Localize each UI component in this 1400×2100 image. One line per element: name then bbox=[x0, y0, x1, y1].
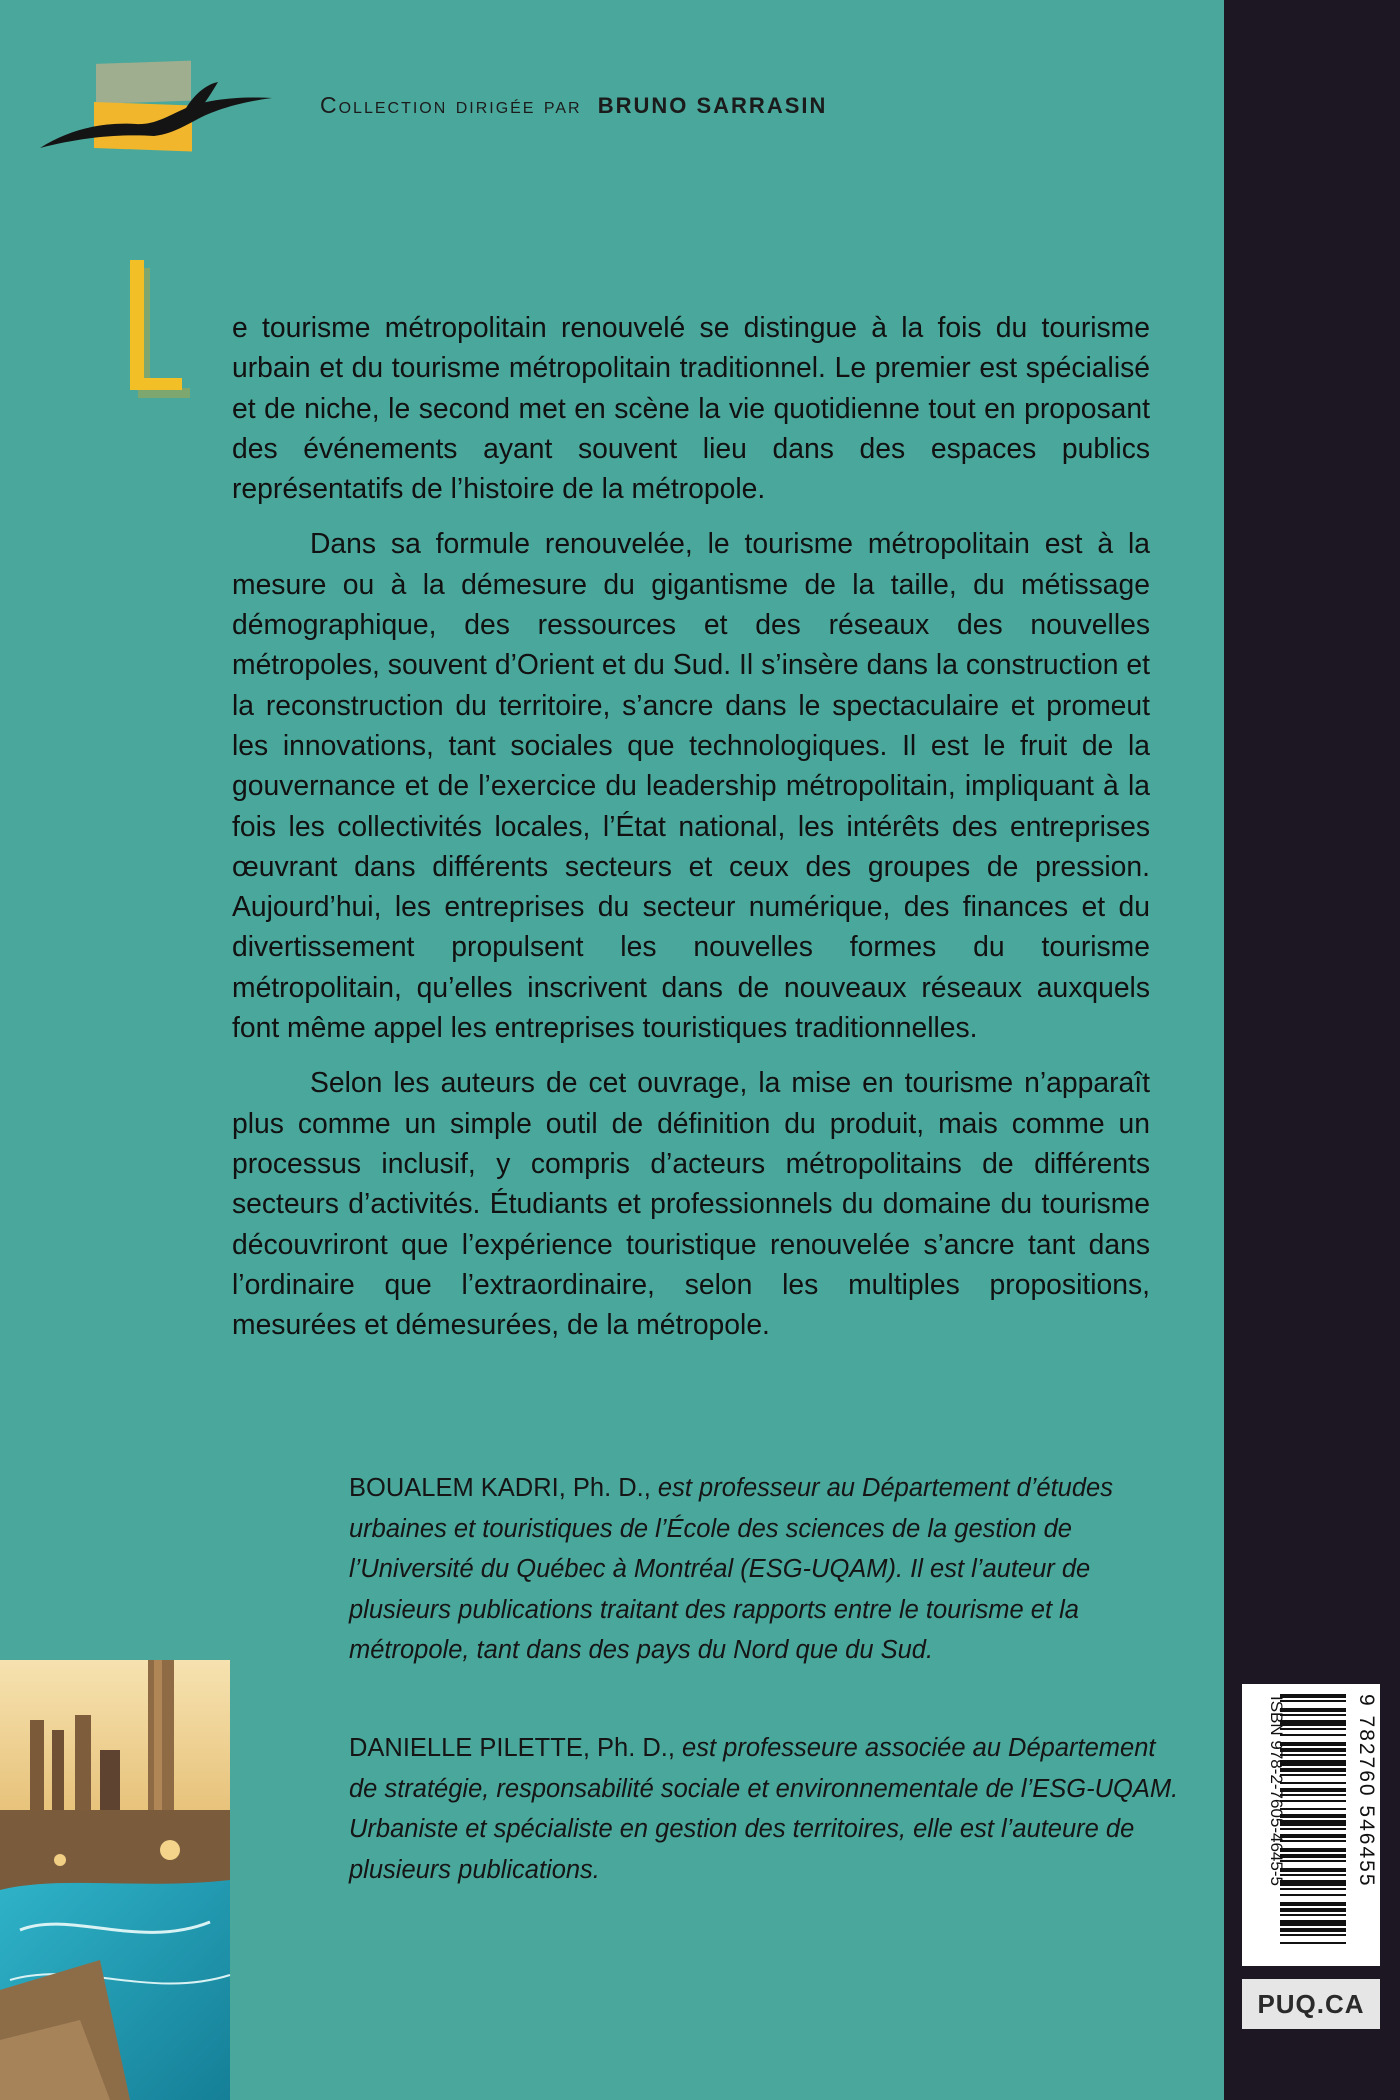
barcode-bar bbox=[1280, 1808, 1346, 1810]
barcode-bar bbox=[1280, 1742, 1346, 1746]
barcode-bar bbox=[1280, 1874, 1346, 1876]
barcode-bar bbox=[1280, 1894, 1346, 1896]
barcode-bar bbox=[1280, 1768, 1346, 1772]
isbn-text-rotated bbox=[1253, 1692, 1286, 1956]
barcode-bar bbox=[1280, 1760, 1346, 1766]
barcode-bar bbox=[1280, 1748, 1346, 1752]
author-name-1: BOUALEM KADRI, Ph. D., bbox=[349, 1474, 651, 1502]
drop-cap-letter bbox=[118, 256, 188, 406]
isbn-label: ISBN 978-2-7605-4645-5 bbox=[1267, 1696, 1286, 1886]
collection-editor: BRUNO SARRASIN bbox=[597, 93, 828, 118]
barcode-bar bbox=[1280, 1700, 1346, 1702]
barcode-bar bbox=[1280, 1840, 1346, 1842]
barcode-bar bbox=[1280, 1720, 1346, 1726]
bird-over-sun-logo-icon bbox=[36, 62, 286, 157]
barcode-bar bbox=[1280, 1920, 1346, 1926]
author-bio-text-2: est professeure associée au Département de stratégie, responsabilité sociale et environnementale de l’ESG-UQAM. Urbaniste et spécialiste en gestion des territoires, elle est l’auteure de plusieurs publications. bbox=[349, 1734, 1179, 1884]
barcode-bar bbox=[1280, 1854, 1346, 1858]
author-bio-text-1: est professeur au Département d’études urbaines et touristiques de l’École des sciences de la gestion de l’Université du Québec à Montréal (ESG-UQAM). Il est l’auteur de plusieurs publications traitant des rapports entre le tourisme et la métropole, tant dans des pays du Nord que du Sud. bbox=[349, 1474, 1113, 1664]
barcode-bar bbox=[1280, 1848, 1346, 1852]
barcode-bar bbox=[1280, 1774, 1346, 1776]
paragraph-2: Dans sa formule renouvelée, le tourisme métropolitain est à la mesure ou à la démesure du gigantisme de la taille, du métissage démographique, des ressources et des réseaux des nouvelles métropoles, souvent d’Orient et du Sud. Il s’insère dans la construction et la reconstruction du territoire, s’ancre dans le spectaculaire et promeut les innovations, tant sociales que technologiques. Il est le fruit de la gouvernance et de l’exercice du leadership métropolitain, impliquant à la fois les collectivités locales, l’État national, les intérêts des entreprises œuvrant dans différents secteurs et ceux des groupes de pression. Aujourd’hui, les entreprises du secteur numérique, des finances et du divertissement propulsent les nouvelles formes du tourisme métropolitain, qu’elles inscrivent dans de nouveaux réseaux auxquels font même appel les entreprises touristiques traditionnelles. bbox=[232, 527, 1150, 1044]
barcode-bar bbox=[1280, 1888, 1346, 1890]
barcode-bar bbox=[1280, 1928, 1346, 1932]
collection-label: Collection dirigée par bbox=[320, 92, 582, 118]
barcode-bar bbox=[1280, 1728, 1346, 1730]
barcode-digits: 9 782760 546455 bbox=[1355, 1694, 1378, 1888]
barcode-bar bbox=[1280, 1914, 1346, 1916]
barcode-bar bbox=[1280, 1814, 1346, 1818]
publisher-website[interactable]: PUQ.CA bbox=[1242, 1979, 1380, 2029]
barcode-digits-rotated bbox=[1340, 1692, 1378, 1960]
barcode-bar bbox=[1280, 1942, 1346, 1944]
barcode-bar bbox=[1280, 1880, 1346, 1886]
barcode-bar bbox=[1280, 1834, 1346, 1838]
barcode-bar bbox=[1280, 1788, 1346, 1792]
paragraph-1: e tourisme métropolitain renouvelé se distingue à la fois du tourisme urbain et du tourisme métropolitain traditionnel. Le premier est spécialisé et de niche, le second met en scène la vie quotidienne tout en proposant des événements ayant souvent lieu dans des espaces publics représentatifs de l’histoire de la métropole. bbox=[232, 311, 1150, 505]
barcode-bar bbox=[1280, 1714, 1346, 1716]
barcode-bar bbox=[1280, 1694, 1346, 1698]
barcode-bar bbox=[1280, 1754, 1346, 1756]
author-name-2: DANIELLE PILETTE, Ph. D., bbox=[349, 1734, 675, 1762]
paragraph-3: Selon les auteurs de cet ouvrage, la mise en tourisme n’apparaît plus comme un simple outil de définition du produit, mais comme un processus inclusif, y compris d’acteurs métropolitains de différents secteurs d’activités. Étudiants et professionnels du domaine du tourisme découvriront que l’expérience touristique renouvelée s’ancre tant dans l’ordinaire que l’extraordinaire, selon les multiples propositions, mesurées et démesurées, de la métropole. bbox=[232, 1066, 1150, 1341]
barcode-bar bbox=[1280, 1794, 1346, 1796]
barcode-bar bbox=[1280, 1782, 1346, 1784]
author-bio-2 bbox=[349, 1728, 1179, 1890]
collection-line bbox=[320, 92, 827, 119]
barcode-bar bbox=[1280, 1902, 1346, 1906]
barcode-bar bbox=[1280, 1908, 1346, 1912]
barcode-bar bbox=[1280, 1828, 1346, 1830]
main-description bbox=[232, 307, 1150, 1359]
barcode-bar bbox=[1280, 1734, 1346, 1736]
author-bio-1 bbox=[349, 1468, 1179, 1671]
barcode-bar bbox=[1280, 1934, 1346, 1936]
barcode-bar bbox=[1280, 1800, 1346, 1802]
barcode-bar bbox=[1280, 1860, 1346, 1862]
barcode-bar bbox=[1280, 1868, 1346, 1872]
barcode-bar bbox=[1280, 1820, 1346, 1826]
city-skyline-photo bbox=[0, 1660, 230, 2100]
barcode-bar bbox=[1280, 1708, 1346, 1712]
